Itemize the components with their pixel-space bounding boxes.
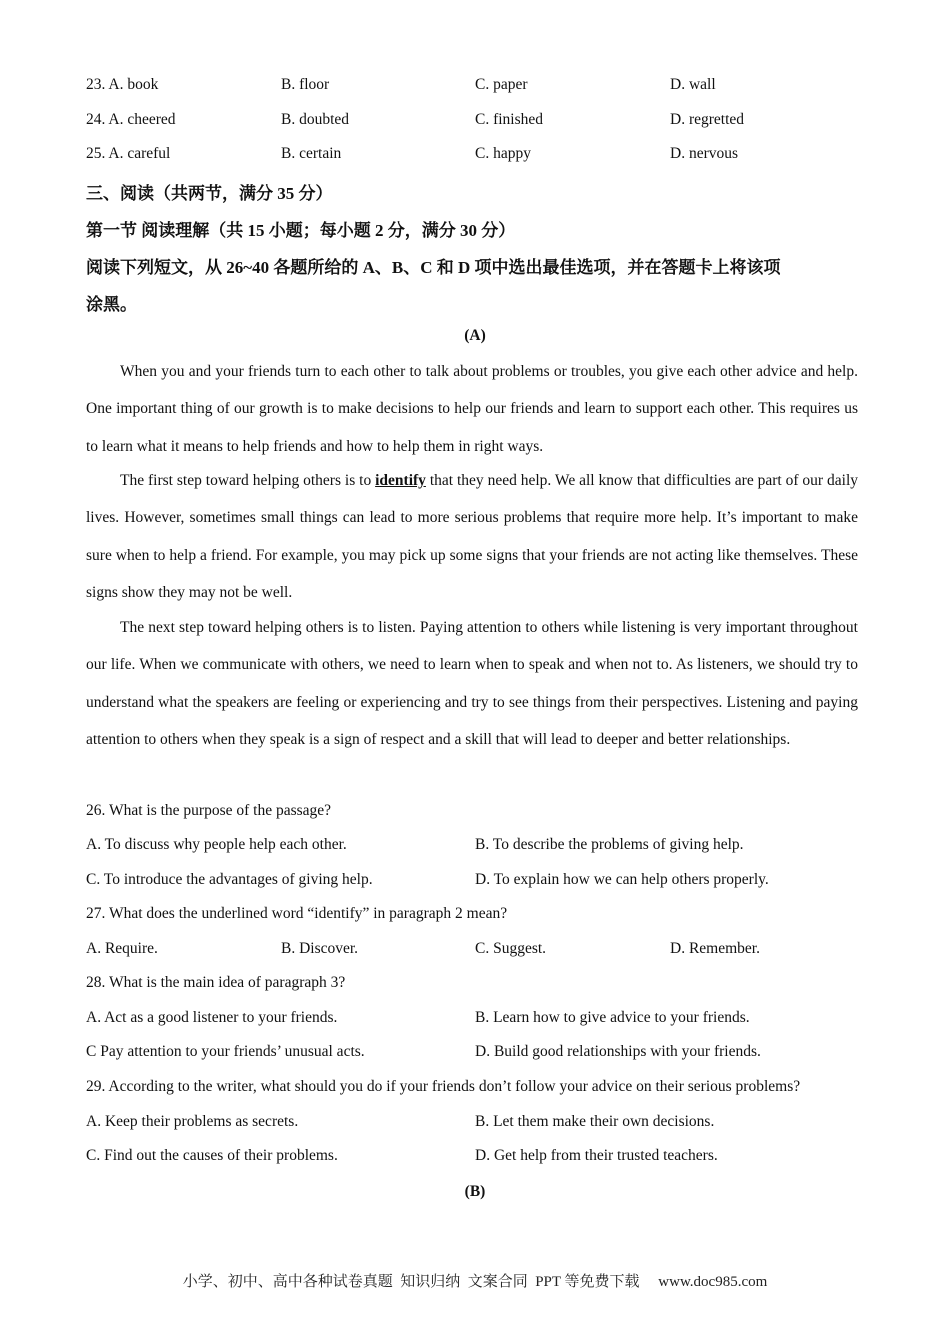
- option-c: C. finished: [475, 111, 544, 128]
- option-b: B. floor: [281, 76, 330, 93]
- passage-b-label: (B): [464, 1183, 486, 1200]
- question-28-options-row2: [86, 1043, 866, 1065]
- section-instruction-line1: 阅读下列短文，从 26~40 各题所给的 A、B、C 和 D 项中选出最佳选项，并在答题卡上将该项: [86, 258, 781, 277]
- option-b: B. Let them make their own decisions.: [475, 1113, 715, 1130]
- question-28-stem: 28. What is the main idea of paragraph 3?: [86, 974, 346, 991]
- option-c: C. paper: [475, 76, 528, 93]
- option-b: B. Discover.: [281, 940, 359, 957]
- option-c: C. happy: [475, 145, 531, 162]
- option-a: 25. A. careful: [86, 145, 171, 162]
- question-26-options-row2: [86, 871, 866, 893]
- question-29-options-row1: [86, 1113, 866, 1135]
- paragraph-2-text-after: that they need help. We all know that difficulties are part of our daily lives. However, sometimes small things can lead to more serious problems that require more help. It’s important to make sure when to help a friend. For example, you may pick up some signs that your friends are not acting like themselves. These signs show they may not be well.: [86, 472, 858, 601]
- option-a: A. Act as a good listener to your friends.: [86, 1009, 338, 1026]
- underlined-word: identify: [375, 472, 426, 489]
- option-d: D. nervous: [670, 145, 739, 162]
- question-27-options: [86, 940, 866, 962]
- option-a: A. To discuss why people help each other.: [86, 836, 347, 853]
- option-d: D. regretted: [670, 111, 745, 128]
- option-a: 23. A. book: [86, 76, 159, 93]
- option-d: D. Remember.: [670, 940, 760, 957]
- option-c: C. To introduce the advantages of giving help.: [86, 871, 373, 888]
- question-23-options: [86, 76, 866, 98]
- option-a: A. Require.: [86, 940, 158, 957]
- passage-a-paragraph-3: The next step toward helping others is to listen. Paying attention to others while listening is very important throughout our life. When we communicate with others, we need to learn when to speak and when not to. As listeners, we should try to understand what the speakers are feeling or experiencing and try to see things from their perspectives. Listening and paying attention to others when they speak is a sign of respect and a skill that will lead to deeper and better relationships.: [86, 619, 858, 748]
- option-b: B. doubted: [281, 111, 350, 128]
- section-instruction-line2: 涂黑。: [86, 295, 137, 314]
- question-26-options-row1: [86, 836, 866, 858]
- option-a: 24. A. cheered: [86, 111, 176, 128]
- passage-a-paragraph-1: When you and your friends turn to each other to talk about problems or troubles, you give each other advice and help. One important thing of our growth is to make decisions to help our friends and learn to support each other. This requires us to learn what it means to help friends and how to help them in right ways.: [86, 363, 858, 455]
- question-24-options: [86, 111, 866, 133]
- option-c: C. Find out the causes of their problems.: [86, 1147, 338, 1164]
- passage-a-paragraph-2: [86, 462, 858, 611]
- option-d: D. wall: [670, 76, 716, 93]
- question-27-stem: 27. What does the underlined word “identify” in paragraph 2 mean?: [86, 905, 508, 922]
- question-29-stem: 29. According to the writer, what should you do if your friends don’t follow your advice on their serious problems?: [86, 1078, 801, 1095]
- section-subtitle: 第一节 阅读理解（共 15 小题；每小题 2 分，满分 30 分）: [86, 221, 516, 240]
- section-title: 三、阅读（共两节，满分 35 分）: [86, 184, 333, 203]
- question-28-options-row1: [86, 1009, 866, 1031]
- question-29-options-row2: [86, 1147, 866, 1169]
- option-c: C. Suggest.: [475, 940, 547, 957]
- option-b: B. certain: [281, 145, 342, 162]
- option-d: D. To explain how we can help others properly.: [475, 871, 769, 888]
- option-b: B. To describe the problems of giving help.: [475, 836, 744, 853]
- option-d: D. Get help from their trusted teachers.: [475, 1147, 718, 1164]
- question-25-options: [86, 145, 866, 167]
- question-26-stem: 26. What is the purpose of the passage?: [86, 802, 332, 819]
- page-footer: 小学、初中、高中各种试卷真题 知识归纳 文案合同 PPT 等免费下载 www.doc985.com: [182, 1274, 768, 1290]
- option-b: B. Learn how to give advice to your friends.: [475, 1009, 750, 1026]
- option-a: A. Keep their problems as secrets.: [86, 1113, 299, 1130]
- paragraph-2-text-before: The first step toward helping others is to: [120, 472, 376, 489]
- option-d: D. Build good relationships with your friends.: [475, 1043, 761, 1060]
- passage-a-label: (A): [464, 327, 486, 344]
- option-c: C Pay attention to your friends’ unusual acts.: [86, 1043, 365, 1060]
